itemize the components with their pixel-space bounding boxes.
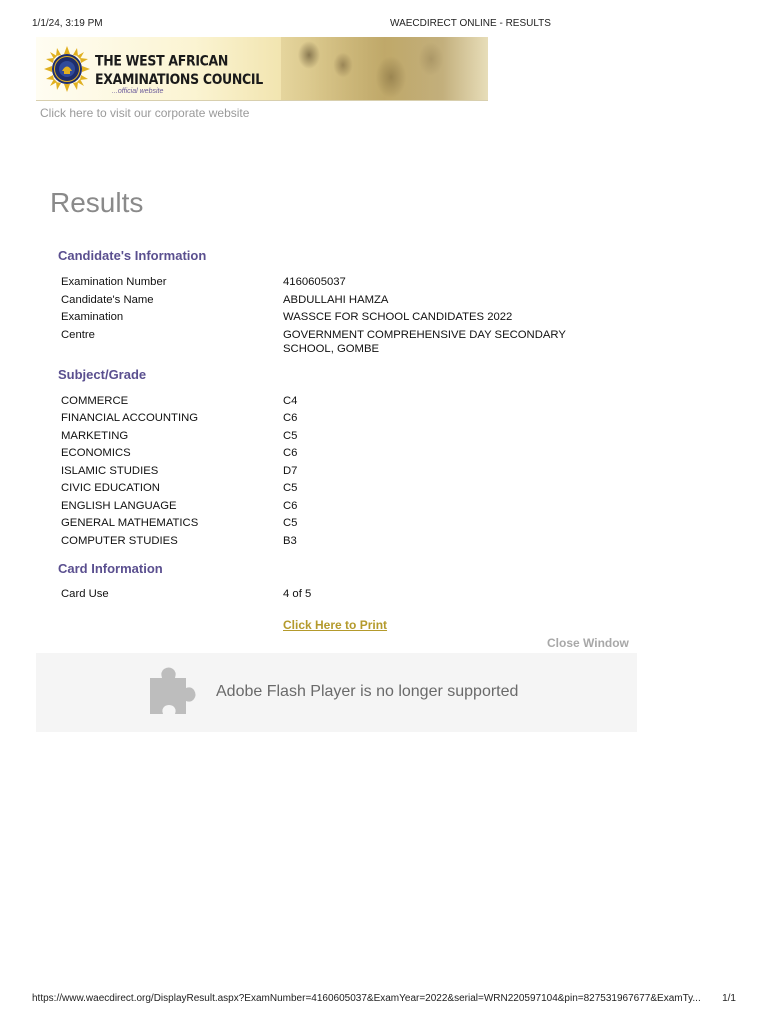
org-name-line1: THE WEST AFRICAN bbox=[95, 52, 229, 69]
subject-grade: C5 bbox=[283, 517, 298, 529]
info-value: GOVERNMENT COMPREHENSIVE DAY SECONDARY SCHOOL, GOMBE bbox=[283, 329, 566, 355]
page-number: 1/1 bbox=[722, 993, 736, 1004]
flash-plugin-placeholder[interactable] bbox=[36, 653, 637, 732]
subject-name: ENGLISH LANGUAGE bbox=[61, 500, 177, 512]
subject-grade: C4 bbox=[283, 395, 298, 407]
subject-name: MARKETING bbox=[61, 430, 129, 442]
card-info-heading: Card Information bbox=[58, 561, 163, 576]
subject-name: CIVIC EDUCATION bbox=[61, 482, 160, 494]
print-header bbox=[32, 18, 736, 32]
subject-name: COMMERCE bbox=[61, 395, 129, 407]
subject-name: FINANCIAL ACCOUNTING bbox=[61, 412, 199, 424]
subject-name: ISLAMIC STUDIES bbox=[61, 465, 159, 477]
print-page-title: WAECDIRECT ONLINE - RESULTS bbox=[390, 18, 551, 29]
subject-grade-heading: Subject/Grade bbox=[58, 367, 147, 382]
candidate-info-heading: Candidate's Information bbox=[58, 248, 207, 263]
print-url: https://www.waecdirect.org/DisplayResult.aspx?ExamNumber=4160605037&ExamYear=2022&serial=WRN220597104&pin=827531967677&ExamTy... bbox=[32, 993, 701, 1004]
waec-banner[interactable] bbox=[36, 37, 488, 101]
page-title: Results bbox=[50, 187, 144, 218]
waec-seal-icon bbox=[44, 46, 90, 92]
print-button[interactable]: Click Here to Print bbox=[283, 618, 388, 632]
puzzle-piece-icon bbox=[146, 664, 200, 718]
info-value: 4160605037 bbox=[283, 276, 346, 288]
print-footer bbox=[32, 993, 736, 1007]
info-label: Examination bbox=[61, 311, 124, 323]
print-datetime: 1/1/24, 3:19 PM bbox=[32, 18, 103, 29]
org-name bbox=[95, 51, 263, 88]
subject-grade: C5 bbox=[283, 430, 298, 442]
org-name-line2: EXAMINATIONS COUNCIL bbox=[95, 70, 263, 88]
card-use-label: Card Use bbox=[61, 588, 109, 600]
info-label: Candidate's Name bbox=[61, 294, 154, 306]
subject-grade: C6 bbox=[283, 447, 298, 459]
flash-unsupported-message: Adobe Flash Player is no longer supported bbox=[216, 683, 519, 700]
banner-tagline: ...official website bbox=[112, 88, 164, 95]
subject-grade: B3 bbox=[283, 535, 297, 547]
subject-grade: C6 bbox=[283, 412, 298, 424]
info-value: ABDULLAHI HAMZA bbox=[283, 294, 389, 306]
subject-grade: D7 bbox=[283, 465, 298, 477]
subject-name: GENERAL MATHEMATICS bbox=[61, 517, 199, 529]
subject-grade: C5 bbox=[283, 482, 298, 494]
info-label: Centre bbox=[61, 329, 95, 341]
subject-name: COMPUTER STUDIES bbox=[61, 535, 178, 547]
corporate-website-link[interactable]: Click here to visit our corporate website bbox=[40, 106, 250, 120]
banner-photo bbox=[281, 37, 488, 101]
info-value: WASSCE FOR SCHOOL CANDIDATES 2022 bbox=[283, 311, 513, 323]
close-window-button[interactable]: Close Window bbox=[547, 636, 629, 650]
subject-name: ECONOMICS bbox=[61, 447, 131, 459]
subject-grade: C6 bbox=[283, 500, 298, 512]
card-use-value: 4 of 5 bbox=[283, 588, 312, 600]
info-label: Examination Number bbox=[61, 276, 167, 288]
